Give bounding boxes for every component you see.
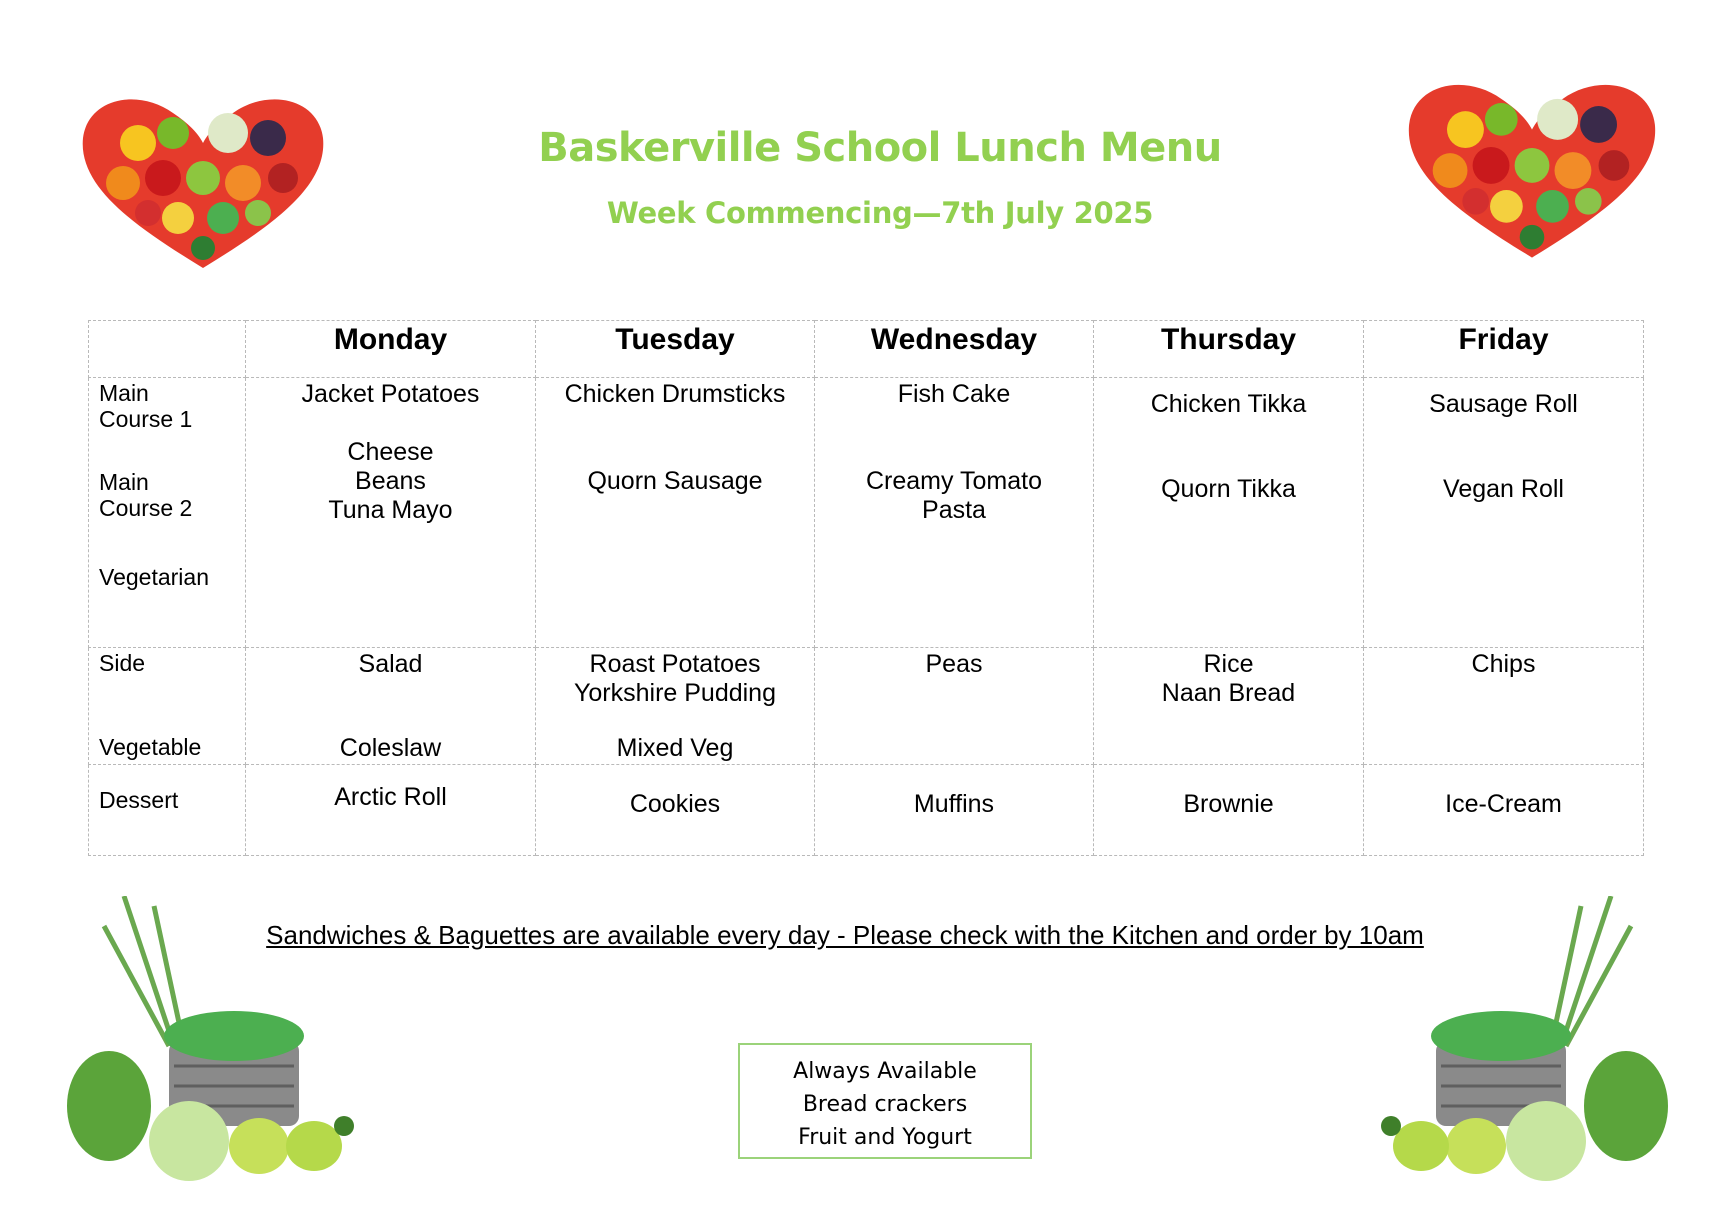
day-header-monday: Monday xyxy=(246,321,536,378)
row-label-mains xyxy=(89,378,246,648)
label-vegetarian: Vegetarian xyxy=(99,564,209,590)
cell-mains-wednesday xyxy=(815,378,1094,648)
cell-mains-tuesday xyxy=(536,378,815,648)
table-row-dessert xyxy=(89,765,1644,856)
thursday-dessert: Brownie xyxy=(1183,790,1274,818)
cell-dessert-monday xyxy=(246,765,536,856)
friday-dessert: Ice-Cream xyxy=(1445,790,1562,818)
thursday-main-1: Chicken Tikka xyxy=(1150,390,1307,418)
cell-dessert-wednesday xyxy=(815,765,1094,856)
vegetable-basket-image-left xyxy=(64,896,364,1186)
friday-main-1: Sausage Roll xyxy=(1429,390,1578,418)
fruit-heart-image-left xyxy=(78,88,328,273)
wednesday-main-1: Fish Cake xyxy=(897,380,1011,408)
table-row-mains xyxy=(89,378,1644,648)
table-row-sides xyxy=(89,648,1644,765)
cell-dessert-friday xyxy=(1364,765,1644,856)
thursday-side: Rice Naan Bread xyxy=(1161,650,1296,707)
always-available-box xyxy=(738,1043,1032,1159)
cell-mains-friday xyxy=(1364,378,1644,648)
cell-dessert-tuesday xyxy=(536,765,815,856)
friday-side: Chips xyxy=(1471,650,1536,678)
cell-sides-thursday xyxy=(1094,648,1364,765)
always-available-item: Fruit and Yogurt xyxy=(798,1125,972,1150)
label-side: Side xyxy=(99,650,146,676)
cell-sides-friday xyxy=(1364,648,1644,765)
tuesday-vegetable: Mixed Veg xyxy=(616,734,734,762)
sandwich-notice: Sandwiches & Baguettes are available every day - Please check with the Kitchen and order by 10am xyxy=(266,920,1424,950)
label-main-course-1: Main Course 1 xyxy=(99,380,193,432)
day-header-wednesday: Wednesday xyxy=(815,321,1094,378)
page-subtitle: Week Commencing—7th July 2025 xyxy=(606,196,1154,230)
label-dessert: Dessert xyxy=(99,787,179,813)
label-main-course-2: Main Course 2 xyxy=(99,469,193,521)
cell-sides-tuesday xyxy=(536,648,815,765)
wednesday-side: Peas xyxy=(925,650,983,678)
cell-dessert-thursday xyxy=(1094,765,1364,856)
wednesday-main-2: Creamy Tomato Pasta xyxy=(866,467,1042,524)
table-header-row xyxy=(89,321,1644,378)
monday-main-2: Cheese Beans Tuna Mayo xyxy=(328,438,453,524)
cell-sides-wednesday xyxy=(815,648,1094,765)
thursday-main-2: Quorn Tikka xyxy=(1161,475,1296,503)
tuesday-side: Roast Potatoes Yorkshire Pudding xyxy=(574,650,776,707)
lunch-menu-table xyxy=(88,320,1644,856)
always-available-item: Bread crackers xyxy=(802,1092,968,1117)
day-header-friday: Friday xyxy=(1364,321,1644,378)
always-available-heading: Always Available xyxy=(793,1059,977,1084)
cell-sides-monday xyxy=(246,648,536,765)
cell-mains-monday xyxy=(246,378,536,648)
cell-mains-thursday xyxy=(1094,378,1364,648)
tuesday-main-1: Chicken Drumsticks xyxy=(564,380,786,408)
wednesday-dessert: Muffins xyxy=(913,790,995,818)
day-header-tuesday: Tuesday xyxy=(536,321,815,378)
friday-main-2: Vegan Roll xyxy=(1443,475,1564,503)
tuesday-dessert: Cookies xyxy=(629,790,721,818)
monday-side: Salad xyxy=(358,650,423,678)
label-vegetable: Vegetable xyxy=(99,734,202,760)
monday-vegetable: Coleslaw xyxy=(339,734,442,762)
corner-cell xyxy=(89,321,246,378)
vegetable-basket-image-right xyxy=(1366,896,1676,1186)
row-label-sides xyxy=(89,648,246,765)
row-label-dessert xyxy=(89,765,246,856)
tuesday-main-2: Quorn Sausage xyxy=(587,467,763,495)
monday-main-1: Jacket Potatoes xyxy=(301,380,480,408)
day-header-thursday: Thursday xyxy=(1094,321,1364,378)
monday-dessert: Arctic Roll xyxy=(334,783,447,811)
page-title: Baskerville School Lunch Menu xyxy=(538,125,1222,171)
